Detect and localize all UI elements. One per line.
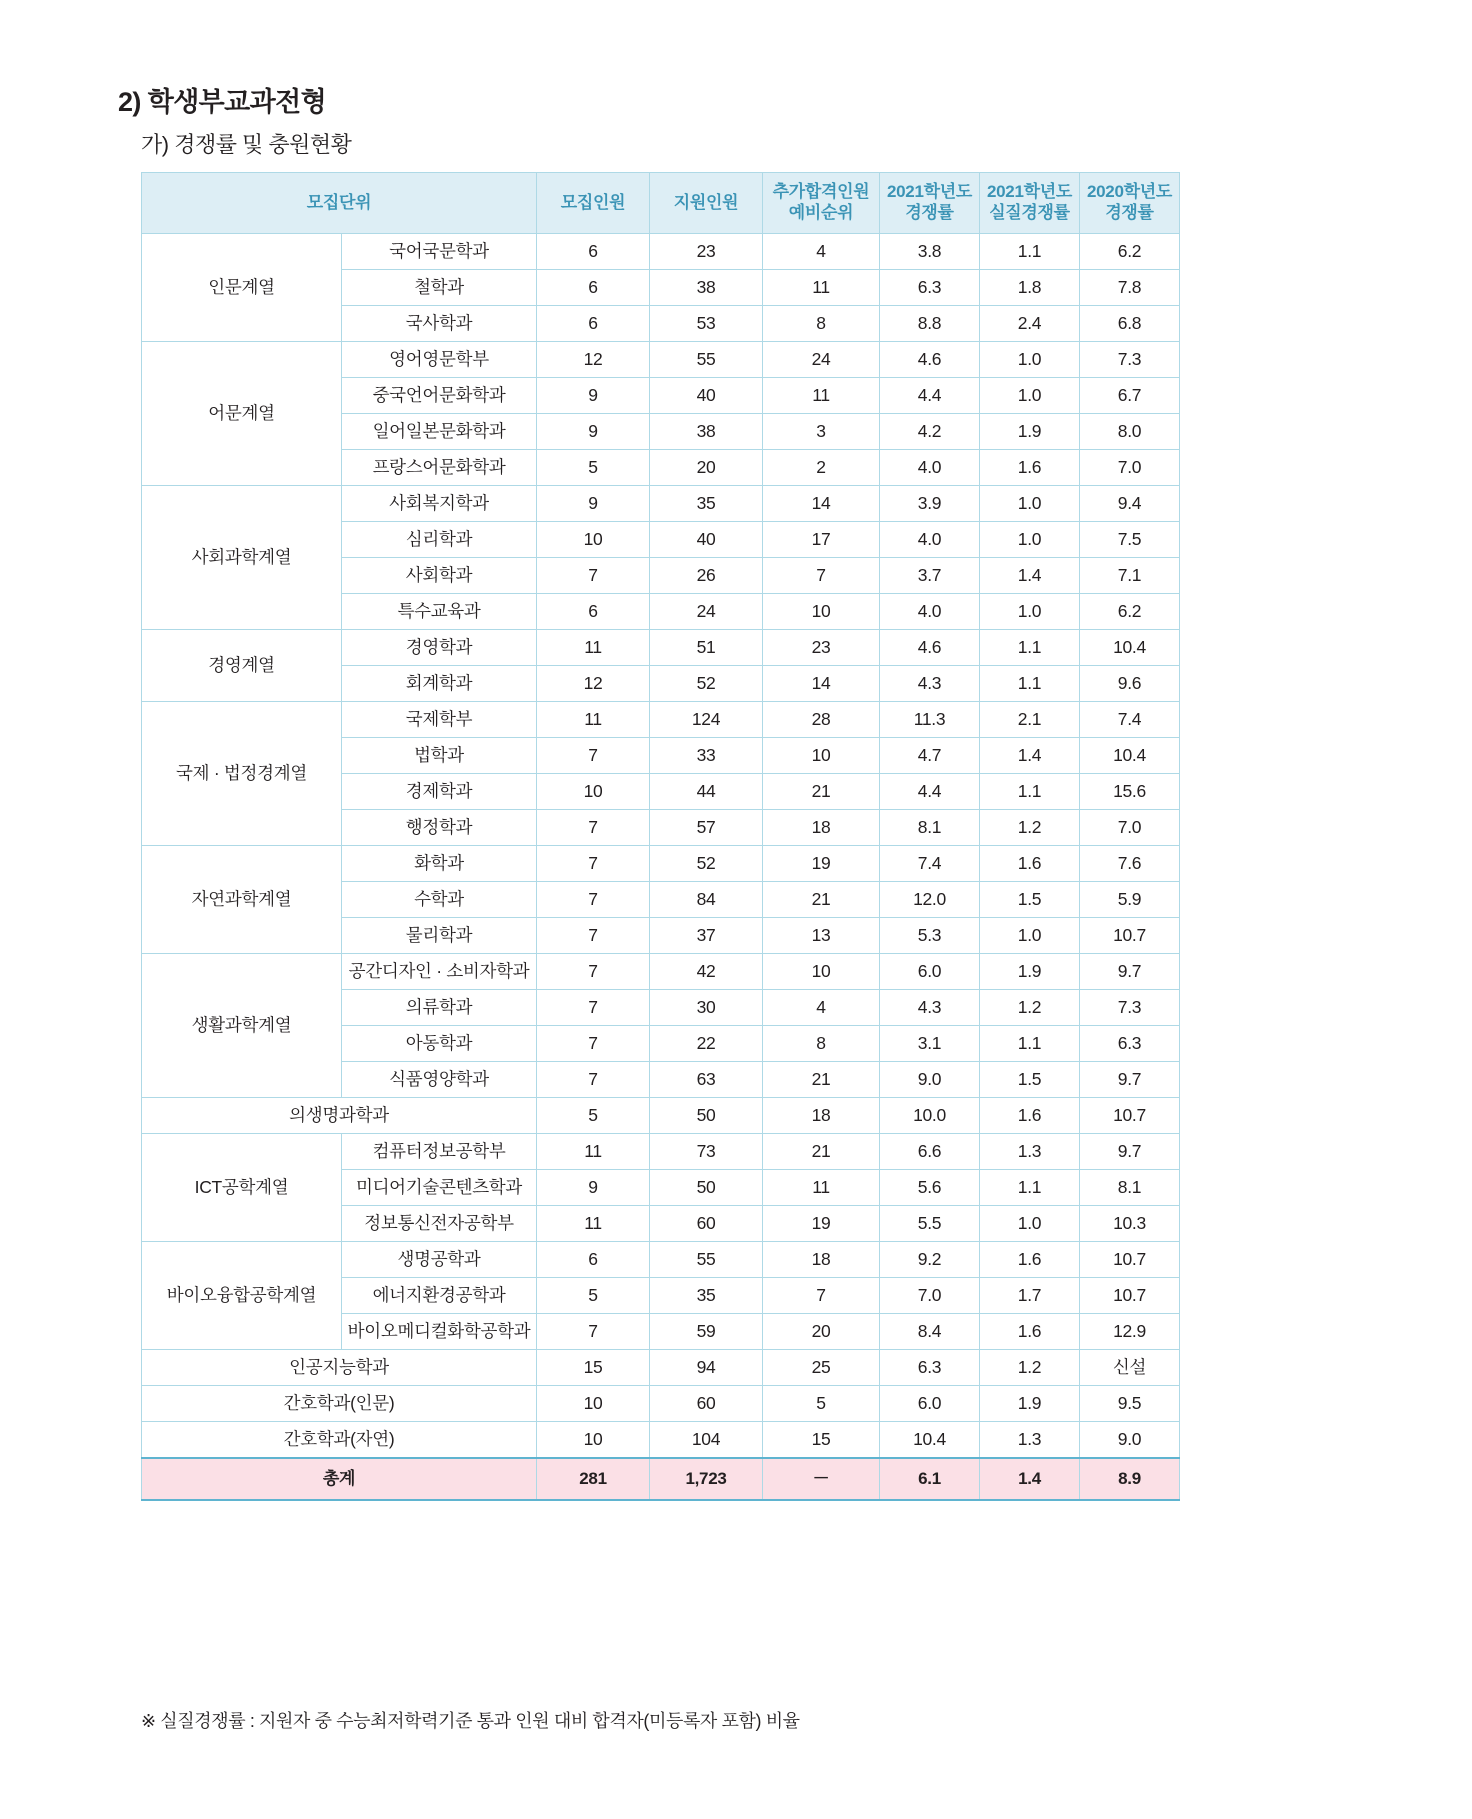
cell-quota: 10 [537,1386,650,1422]
cell-applicants: 30 [650,990,763,1026]
cell-extra: 14 [763,666,880,702]
cell-quota: 15 [537,1350,650,1386]
cell-rate-2020: 8.0 [1080,414,1180,450]
cell-rate-2021: 3.7 [880,558,980,594]
cell-real-rate-2021: 1.6 [980,846,1080,882]
cell-quota: 7 [537,1062,650,1098]
total-cell-real-rate-2021: 1.4 [980,1458,1080,1500]
cell-applicants: 26 [650,558,763,594]
cell-extra: 13 [763,918,880,954]
cell-rate-2021: 6.3 [880,270,980,306]
cell-quota: 6 [537,594,650,630]
cell-quota: 5 [537,450,650,486]
cell-extra: 5 [763,1386,880,1422]
cell-department: 경제학과 [342,774,537,810]
cell-extra: 2 [763,450,880,486]
cell-applicants: 57 [650,810,763,846]
cell-department: 아동학과 [342,1026,537,1062]
cell-applicants: 124 [650,702,763,738]
cell-rate-2021: 5.5 [880,1206,980,1242]
cell-applicants: 20 [650,450,763,486]
cell-rate-2021: 4.6 [880,342,980,378]
cell-applicants: 40 [650,378,763,414]
table-row [142,1242,1180,1278]
cell-rate-2020: 7.6 [1080,846,1180,882]
cell-real-rate-2021: 1.4 [980,558,1080,594]
cell-rate-2021: 4.3 [880,990,980,1026]
cell-quota: 7 [537,558,650,594]
cell-applicants: 51 [650,630,763,666]
table-header [142,173,1180,234]
cell-rate-2021: 10.0 [880,1098,980,1134]
cell-rate-2021: 5.3 [880,918,980,954]
column-header-rate2021 [880,173,980,234]
cell-quota: 10 [537,774,650,810]
cell-applicants: 37 [650,918,763,954]
cell-extra: 24 [763,342,880,378]
cell-quota: 6 [537,234,650,270]
cell-rate-2021: 11.3 [880,702,980,738]
cell-extra: 18 [763,1242,880,1278]
cell-applicants: 42 [650,954,763,990]
cell-rate-2021: 5.6 [880,1170,980,1206]
cell-rate-2020: 9.0 [1080,1422,1180,1459]
table-row [142,1098,1180,1134]
cell-department: 특수교육과 [342,594,537,630]
cell-real-rate-2021: 1.0 [980,918,1080,954]
total-cell-extra: － [763,1458,880,1500]
cell-department: 에너지환경공학과 [342,1278,537,1314]
cell-extra: 18 [763,1098,880,1134]
cell-rate-2021: 7.0 [880,1278,980,1314]
column-header-real2021-line1: 2021학년도 [987,182,1072,202]
total-cell-applicants: 1,723 [650,1458,763,1500]
cell-department: 중국언어문화학과 [342,378,537,414]
cell-department: 영어영문학부 [342,342,537,378]
cell-rate-2020: 10.7 [1080,1098,1180,1134]
cell-extra: 23 [763,630,880,666]
total-cell-quota: 281 [537,1458,650,1500]
cell-rate-2021: 8.1 [880,810,980,846]
cell-rate-2021: 6.0 [880,954,980,990]
cell-real-rate-2021: 1.0 [980,342,1080,378]
total-cell-rate-2021: 6.1 [880,1458,980,1500]
cell-rate-2020: 8.1 [1080,1170,1180,1206]
cell-real-rate-2021: 2.1 [980,702,1080,738]
table-row [142,1386,1180,1422]
cell-rate-2020: 6.8 [1080,306,1180,342]
cell-extra: 3 [763,414,880,450]
column-header-rate2020 [1080,173,1180,234]
cell-rate-2020: 7.1 [1080,558,1180,594]
cell-rate-2020: 9.4 [1080,486,1180,522]
cell-real-rate-2021: 1.6 [980,1098,1080,1134]
cell-rate-2020: 9.7 [1080,954,1180,990]
cell-department: 경영학과 [342,630,537,666]
cell-department: 프랑스어문화학과 [342,450,537,486]
cell-quota: 10 [537,522,650,558]
cell-rate-2021: 4.4 [880,774,980,810]
cell-department: 미디어기술콘텐츠학과 [342,1170,537,1206]
cell-category: 국제 · 법정경계열 [142,702,342,846]
cell-quota: 11 [537,1206,650,1242]
cell-applicants: 55 [650,342,763,378]
cell-department: 국어국문학과 [342,234,537,270]
cell-rate-2020: 9.5 [1080,1386,1180,1422]
cell-rate-2020: 7.5 [1080,522,1180,558]
cell-rate-2020: 9.7 [1080,1134,1180,1170]
cell-rate-2020: 9.6 [1080,666,1180,702]
cell-rate-2020: 12.9 [1080,1314,1180,1350]
cell-quota: 7 [537,810,650,846]
cell-rate-2020: 10.7 [1080,918,1180,954]
cell-department: 법학과 [342,738,537,774]
total-cell-rate-2020: 8.9 [1080,1458,1180,1500]
cell-applicants: 53 [650,306,763,342]
cell-real-rate-2021: 1.1 [980,666,1080,702]
cell-category: 사회과학계열 [142,486,342,630]
cell-quota: 5 [537,1278,650,1314]
competition-table-container [141,172,1179,1501]
cell-applicants: 22 [650,1026,763,1062]
cell-real-rate-2021: 1.0 [980,1206,1080,1242]
cell-real-rate-2021: 1.0 [980,378,1080,414]
cell-rate-2020: 10.4 [1080,630,1180,666]
cell-category: 인문계열 [142,234,342,342]
cell-quota: 6 [537,306,650,342]
table-row [142,1422,1180,1459]
cell-real-rate-2021: 1.5 [980,1062,1080,1098]
cell-rate-2020: 10.4 [1080,738,1180,774]
cell-extra: 4 [763,234,880,270]
column-header-rate2020-line1: 2020학년도 [1087,182,1172,202]
cell-quota: 5 [537,1098,650,1134]
table-row [142,342,1180,378]
cell-department: 화학과 [342,846,537,882]
cell-category: 자연과학계열 [142,846,342,954]
column-header-quota: 모집인원 [537,173,650,234]
cell-rate-2021: 4.4 [880,378,980,414]
cell-category: ICT공학계열 [142,1134,342,1242]
cell-extra: 8 [763,306,880,342]
cell-applicants: 59 [650,1314,763,1350]
cell-rate-2020: 6.2 [1080,234,1180,270]
cell-department: 사회학과 [342,558,537,594]
cell-applicants: 44 [650,774,763,810]
cell-applicants: 35 [650,486,763,522]
table-row [142,702,1180,738]
cell-quota: 12 [537,666,650,702]
cell-total-label: 총계 [142,1458,537,1500]
cell-quota: 6 [537,1242,650,1278]
cell-department: 철학과 [342,270,537,306]
cell-applicants: 63 [650,1062,763,1098]
column-header-rate2020-line2: 경쟁률 [1105,203,1154,222]
cell-extra: 11 [763,270,880,306]
table-row [142,630,1180,666]
cell-rate-2020: 7.3 [1080,990,1180,1026]
table-row [142,486,1180,522]
cell-extra: 18 [763,810,880,846]
cell-quota: 7 [537,846,650,882]
cell-real-rate-2021: 1.1 [980,774,1080,810]
cell-department: 의류학과 [342,990,537,1026]
cell-quota: 11 [537,702,650,738]
cell-rate-2021: 6.6 [880,1134,980,1170]
cell-department: 정보통신전자공학부 [342,1206,537,1242]
cell-real-rate-2021: 1.1 [980,1026,1080,1062]
cell-department: 바이오메디컬화학공학과 [342,1314,537,1350]
cell-category: 어문계열 [142,342,342,486]
cell-extra: 4 [763,990,880,1026]
cell-rate-2020: 10.7 [1080,1242,1180,1278]
cell-rate-2020: 신설 [1080,1350,1180,1386]
cell-extra: 19 [763,1206,880,1242]
cell-applicants: 60 [650,1206,763,1242]
cell-department: 물리학과 [342,918,537,954]
subsection-heading: 가) 경쟁률 및 충원현황 [141,132,352,157]
table-row [142,954,1180,990]
cell-department: 컴퓨터정보공학부 [342,1134,537,1170]
cell-unit-fullwidth: 인공지능학과 [142,1350,537,1386]
cell-department: 공간디자인 · 소비자학과 [342,954,537,990]
cell-real-rate-2021: 1.1 [980,1170,1080,1206]
cell-extra: 15 [763,1422,880,1459]
cell-department: 생명공학과 [342,1242,537,1278]
cell-rate-2020: 9.7 [1080,1062,1180,1098]
cell-extra: 10 [763,594,880,630]
cell-real-rate-2021: 1.2 [980,1350,1080,1386]
cell-quota: 11 [537,630,650,666]
cell-department: 심리학과 [342,522,537,558]
cell-applicants: 50 [650,1098,763,1134]
cell-rate-2021: 12.0 [880,882,980,918]
column-header-unit: 모집단위 [142,173,537,234]
cell-rate-2021: 3.8 [880,234,980,270]
table-row [142,846,1180,882]
cell-real-rate-2021: 1.5 [980,882,1080,918]
cell-rate-2021: 6.3 [880,1350,980,1386]
cell-extra: 7 [763,1278,880,1314]
cell-real-rate-2021: 1.9 [980,954,1080,990]
cell-category: 바이오융합공학계열 [142,1242,342,1350]
cell-rate-2020: 6.7 [1080,378,1180,414]
cell-rate-2021: 8.4 [880,1314,980,1350]
cell-quota: 7 [537,954,650,990]
cell-applicants: 84 [650,882,763,918]
cell-applicants: 104 [650,1422,763,1459]
cell-extra: 10 [763,954,880,990]
cell-quota: 11 [537,1134,650,1170]
cell-rate-2021: 6.0 [880,1386,980,1422]
cell-rate-2021: 3.1 [880,1026,980,1062]
cell-real-rate-2021: 1.8 [980,270,1080,306]
cell-real-rate-2021: 1.1 [980,234,1080,270]
header-row [142,173,1180,234]
cell-quota: 9 [537,378,650,414]
cell-applicants: 33 [650,738,763,774]
cell-rate-2021: 7.4 [880,846,980,882]
cell-quota: 7 [537,918,650,954]
table-row [142,1134,1180,1170]
column-header-extra [763,173,880,234]
column-header-applicants: 지원인원 [650,173,763,234]
cell-department: 수학과 [342,882,537,918]
cell-real-rate-2021: 1.3 [980,1422,1080,1459]
cell-applicants: 35 [650,1278,763,1314]
cell-department: 행정학과 [342,810,537,846]
cell-rate-2021: 4.0 [880,450,980,486]
cell-rate-2021: 9.0 [880,1062,980,1098]
table-row [142,234,1180,270]
cell-extra: 11 [763,378,880,414]
cell-quota: 9 [537,486,650,522]
cell-quota: 7 [537,1314,650,1350]
cell-extra: 11 [763,1170,880,1206]
cell-applicants: 40 [650,522,763,558]
cell-unit-fullwidth: 의생명과학과 [142,1098,537,1134]
column-header-extra-line2: 예비순위 [788,203,854,222]
cell-rate-2020: 7.4 [1080,702,1180,738]
cell-quota: 10 [537,1422,650,1459]
cell-applicants: 73 [650,1134,763,1170]
cell-real-rate-2021: 1.3 [980,1134,1080,1170]
cell-rate-2021: 9.2 [880,1242,980,1278]
column-header-rate2021-line2: 경쟁률 [905,203,954,222]
cell-extra: 21 [763,1134,880,1170]
column-header-extra-line1: 추가합격인원 [772,182,870,202]
cell-unit-fullwidth: 간호학과(자연) [142,1422,537,1459]
competition-table [141,172,1180,1501]
cell-extra: 19 [763,846,880,882]
cell-quota: 7 [537,1026,650,1062]
cell-real-rate-2021: 2.4 [980,306,1080,342]
cell-applicants: 55 [650,1242,763,1278]
cell-extra: 7 [763,558,880,594]
cell-real-rate-2021: 1.9 [980,1386,1080,1422]
cell-extra: 21 [763,774,880,810]
cell-real-rate-2021: 1.7 [980,1278,1080,1314]
cell-real-rate-2021: 1.0 [980,486,1080,522]
cell-extra: 21 [763,882,880,918]
cell-quota: 9 [537,414,650,450]
section-heading: 2) 학생부교과전형 [118,87,327,117]
cell-extra: 21 [763,1062,880,1098]
cell-department: 국사학과 [342,306,537,342]
cell-quota: 7 [537,990,650,1026]
cell-real-rate-2021: 1.4 [980,738,1080,774]
cell-applicants: 94 [650,1350,763,1386]
cell-rate-2020: 10.3 [1080,1206,1180,1242]
cell-quota: 12 [537,342,650,378]
cell-rate-2021: 4.3 [880,666,980,702]
cell-applicants: 23 [650,234,763,270]
cell-real-rate-2021: 1.6 [980,1314,1080,1350]
cell-rate-2020: 7.8 [1080,270,1180,306]
cell-rate-2020: 7.0 [1080,450,1180,486]
cell-rate-2021: 10.4 [880,1422,980,1459]
cell-rate-2020: 7.0 [1080,810,1180,846]
table-row [142,1350,1180,1386]
cell-real-rate-2021: 1.2 [980,810,1080,846]
cell-extra: 14 [763,486,880,522]
cell-applicants: 52 [650,666,763,702]
cell-rate-2020: 10.7 [1080,1278,1180,1314]
table-body [142,234,1180,1501]
cell-extra: 25 [763,1350,880,1386]
cell-rate-2020: 5.9 [1080,882,1180,918]
cell-real-rate-2021: 1.0 [980,522,1080,558]
cell-department: 식품영양학과 [342,1062,537,1098]
cell-quota: 7 [537,738,650,774]
cell-rate-2020: 15.6 [1080,774,1180,810]
cell-quota: 7 [537,882,650,918]
table-total-row [142,1458,1180,1500]
cell-extra: 8 [763,1026,880,1062]
cell-rate-2020: 6.3 [1080,1026,1180,1062]
column-header-real2021 [980,173,1080,234]
cell-rate-2020: 6.2 [1080,594,1180,630]
cell-quota: 9 [537,1170,650,1206]
cell-rate-2020: 7.3 [1080,342,1180,378]
cell-real-rate-2021: 1.2 [980,990,1080,1026]
cell-category: 경영계열 [142,630,342,702]
cell-real-rate-2021: 1.1 [980,630,1080,666]
cell-rate-2021: 4.7 [880,738,980,774]
cell-department: 일어일본문화학과 [342,414,537,450]
cell-category: 생활과학계열 [142,954,342,1098]
column-header-rate2021-line1: 2021학년도 [887,182,972,202]
cell-extra: 17 [763,522,880,558]
cell-extra: 28 [763,702,880,738]
cell-applicants: 38 [650,414,763,450]
cell-real-rate-2021: 1.9 [980,414,1080,450]
cell-applicants: 24 [650,594,763,630]
cell-department: 사회복지학과 [342,486,537,522]
cell-rate-2021: 4.6 [880,630,980,666]
cell-rate-2021: 8.8 [880,306,980,342]
column-header-real2021-line2: 실질경쟁률 [989,203,1070,222]
cell-department: 회계학과 [342,666,537,702]
cell-real-rate-2021: 1.6 [980,1242,1080,1278]
cell-extra: 10 [763,738,880,774]
cell-rate-2021: 4.2 [880,414,980,450]
cell-unit-fullwidth: 간호학과(인문) [142,1386,537,1422]
cell-applicants: 38 [650,270,763,306]
cell-department: 국제학부 [342,702,537,738]
cell-rate-2021: 4.0 [880,594,980,630]
cell-rate-2021: 3.9 [880,486,980,522]
cell-rate-2021: 4.0 [880,522,980,558]
cell-applicants: 52 [650,846,763,882]
cell-applicants: 60 [650,1386,763,1422]
cell-applicants: 50 [650,1170,763,1206]
cell-quota: 6 [537,270,650,306]
cell-extra: 20 [763,1314,880,1350]
cell-real-rate-2021: 1.0 [980,594,1080,630]
table-footnote: ※ 실질경쟁률 : 지원자 중 수능최저학력기준 통과 인원 대비 합격자(미등록자 포함) 비율 [141,1711,800,1731]
cell-real-rate-2021: 1.6 [980,450,1080,486]
